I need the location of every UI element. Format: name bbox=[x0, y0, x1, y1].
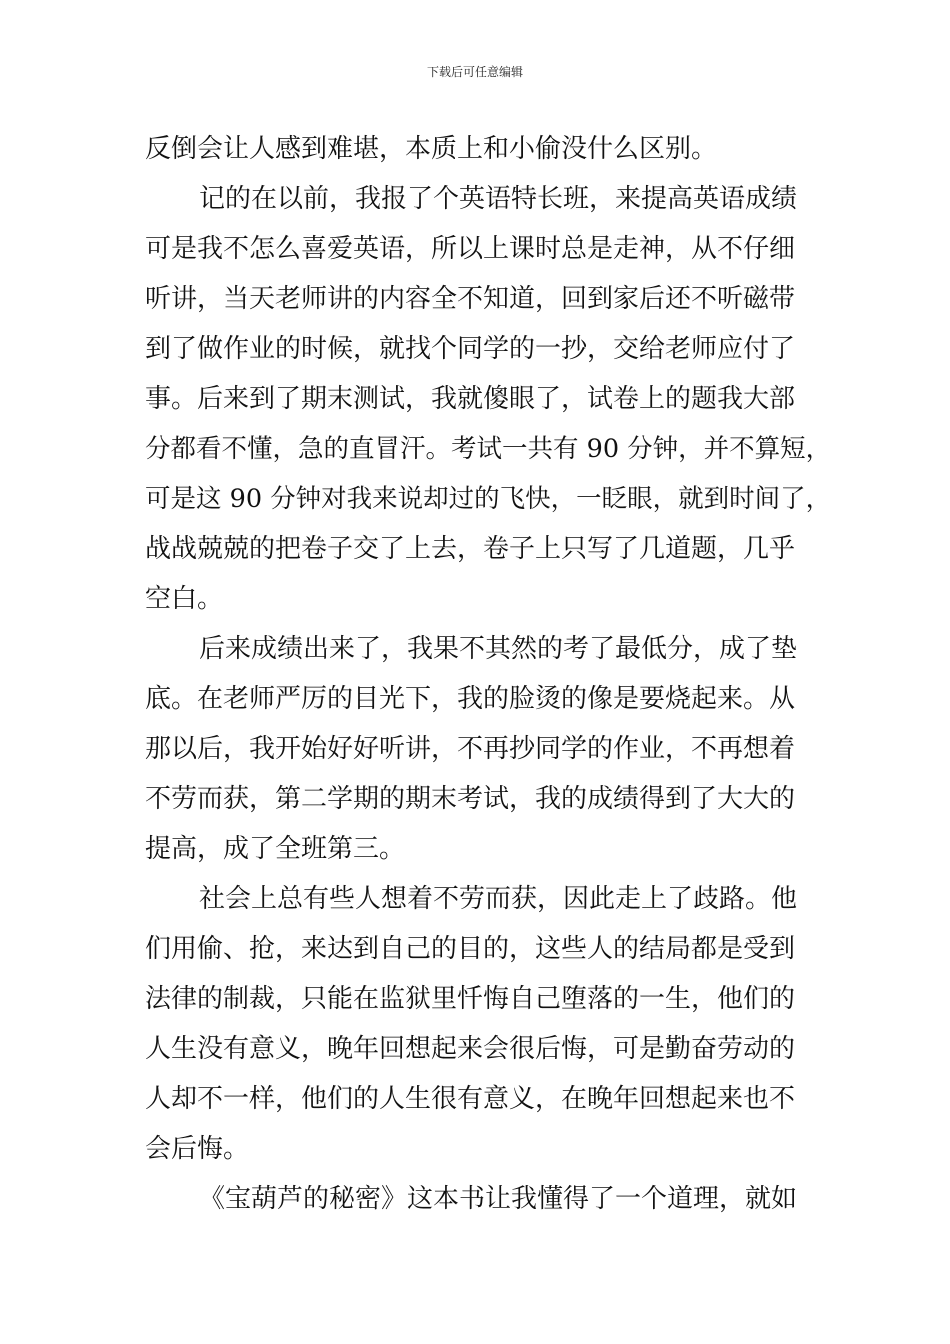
text-line: 后来成绩出来了，我果不其然的考了最低分，成了垫 bbox=[199, 634, 798, 664]
text-line: 那以后，我开始好好听讲，不再抄同学的作业，不再想着 bbox=[145, 734, 796, 764]
text-line: 听讲，当天老师讲的内容全不知道，回到家后还不听磁带 bbox=[145, 284, 796, 314]
text-line: 可是这 90 分钟对我来说却过的飞快，一眨眼，就到时间了， bbox=[145, 484, 832, 514]
text-line: 们用偷、抢，来达到自己的目的，这些人的结局都是受到 bbox=[145, 934, 796, 964]
text-line: 提高，成了全班第三。 bbox=[145, 834, 406, 864]
body-text bbox=[145, 124, 835, 1224]
text-line: 社会上总有些人想着不劳而获，因此走上了歧路。他 bbox=[199, 884, 798, 914]
text-line: 分都看不懂，急的直冒汗。考试一共有 90 分钟，并不算短， bbox=[145, 434, 832, 464]
page-header: 下载后可任意编辑 bbox=[426, 65, 523, 79]
text-line: 空白。 bbox=[145, 584, 224, 614]
text-line: 到了做作业的时候，就找个同学的一抄，交给老师应付了 bbox=[145, 334, 796, 364]
text-line: 事。后来到了期末测试，我就傻眼了，试卷上的题我大部 bbox=[145, 384, 796, 414]
text-line: 《宝葫芦的秘密》这本书让我懂得了一个道理，就如 bbox=[199, 1184, 798, 1214]
text-line: 法律的制裁，只能在监狱里忏悔自己堕落的一生，他们的 bbox=[145, 984, 796, 1014]
text-line: 底。在老师严厉的目光下，我的脸烫的像是要烧起来。从 bbox=[145, 684, 796, 714]
text-line: 人生没有意义，晚年回想起来会很后悔，可是勤奋劳动的 bbox=[145, 1034, 796, 1064]
text-line: 反倒会让人感到难堪，本质上和小偷没什么区别。 bbox=[145, 134, 718, 164]
text-line: 记的在以前，我报了个英语特长班，来提高英语成绩 bbox=[199, 184, 798, 214]
text-line: 不劳而获，第二学期的期末考试，我的成绩得到了大大的 bbox=[145, 784, 796, 814]
text-line: 可是我不怎么喜爱英语，所以上课时总是走神，从不仔细 bbox=[145, 234, 796, 264]
text-line: 人却不一样，他们的人生很有意义，在晚年回想起来也不 bbox=[145, 1084, 796, 1114]
text-line: 会后悔。 bbox=[145, 1134, 250, 1164]
text-line: 战战兢兢的把卷子交了上去，卷子上只写了几道题，几乎 bbox=[145, 534, 796, 564]
